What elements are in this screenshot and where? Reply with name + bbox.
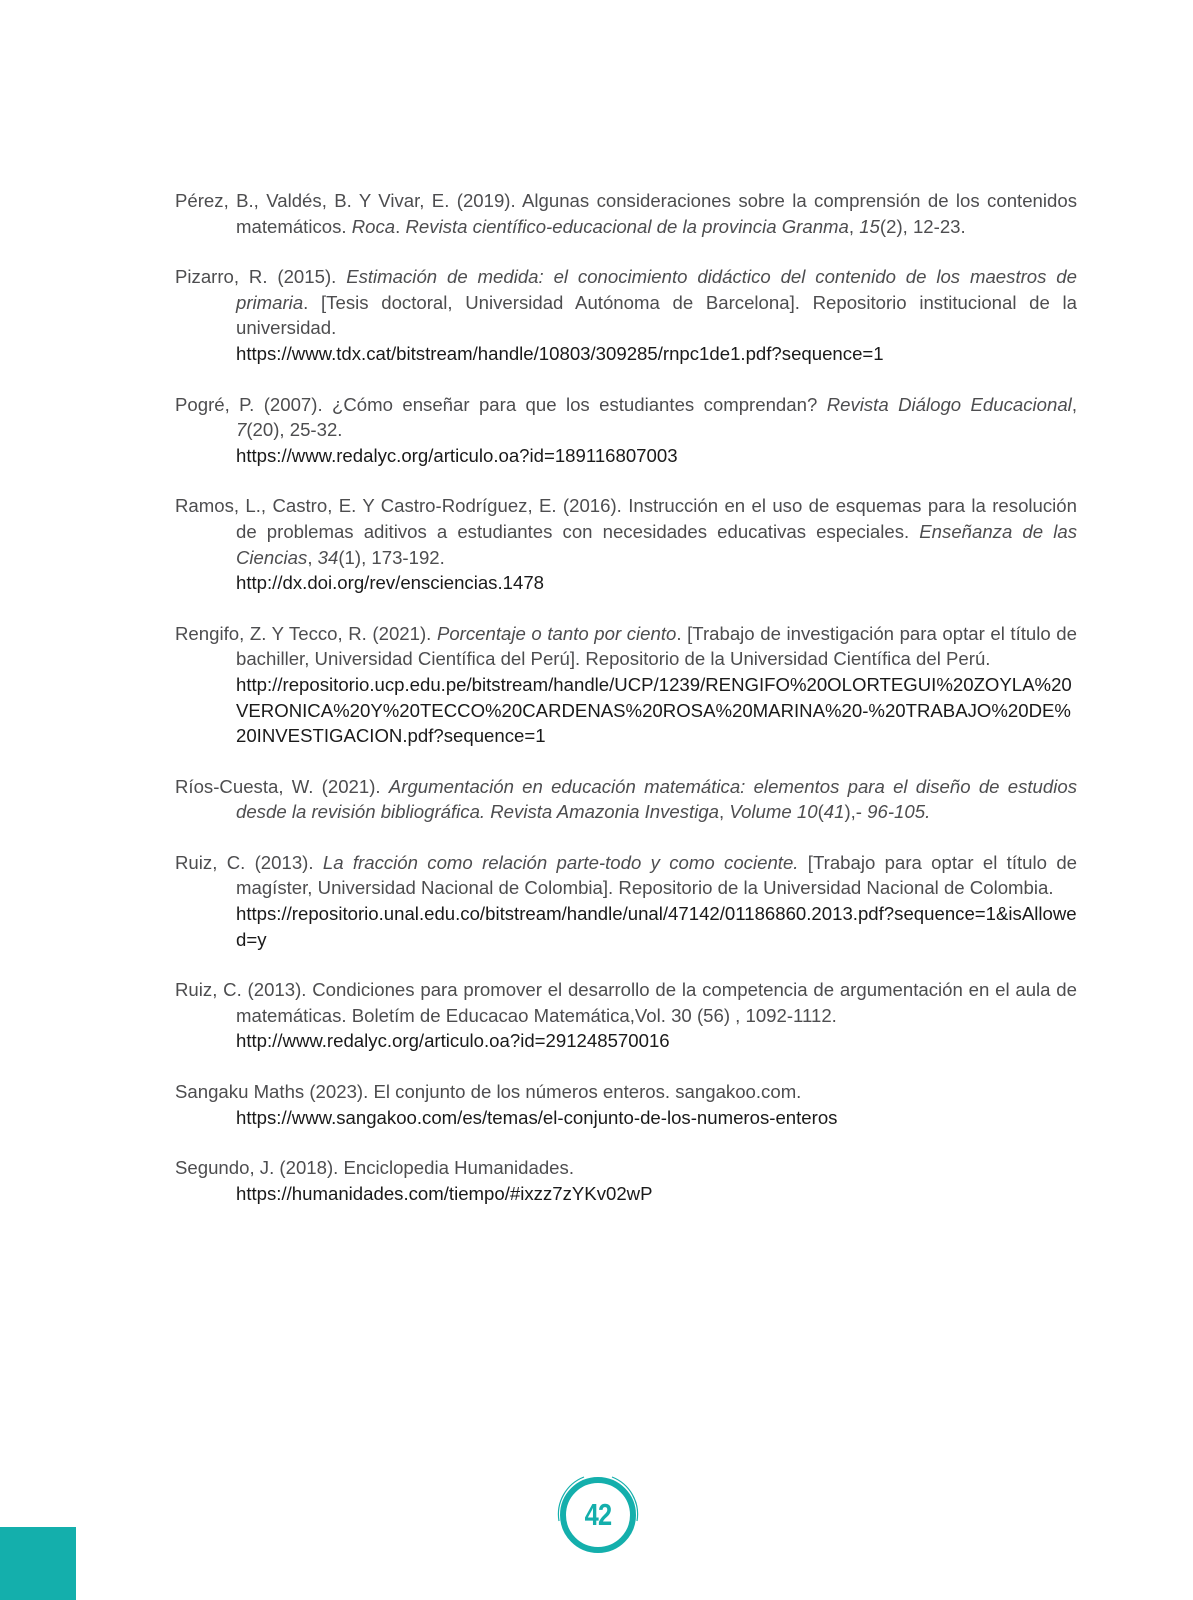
reference-url[interactable]: https://www.redalyc.org/articulo.oa?id=189116807003 xyxy=(236,444,678,466)
reference-pizarro-2015 xyxy=(175,264,1077,366)
reference-italic-text: Enseñanza de las Ciencias xyxy=(236,520,1077,568)
reference-text-run: . [Trabajo de investigación para optar el título de bachiller, Universidad Científica del Perú]. Repositorio de la Universidad Científica del Perú. xyxy=(236,622,1077,670)
reference-italic-text: Revista científico-educacional de la provincia Granma xyxy=(405,215,849,237)
reference-text-run: Pogré, P. (2007). ¿Cómo enseñar para que los estudiantes comprendan? xyxy=(175,393,827,415)
reference-text xyxy=(175,394,1077,441)
reference-text-run: Segundo, J. (2018). Enciclopedia Humanidades. xyxy=(175,1157,574,1179)
reference-text-run: ( xyxy=(817,801,824,823)
reference-url[interactable]: https://www.sangakoo.com/es/temas/el-conjunto-de-los-numeros-enteros xyxy=(236,1106,838,1128)
reference-text-run: , xyxy=(848,215,860,237)
reference-text-run: . [Tesis doctoral, Universidad Autónoma de Barcelona]. Repositorio institucional de la universidad. xyxy=(236,291,1077,339)
reference-text-run: ),- xyxy=(844,801,868,823)
reference-text-run: Ríos-Cuesta, W. (2021). xyxy=(175,775,389,797)
reference-text xyxy=(175,852,1077,899)
reference-url[interactable]: http://dx.doi.org/rev/ensciencias.1478 xyxy=(236,572,545,594)
reference-text-run: Rengifo, Z. Y Tecco, R. (2021). xyxy=(175,622,437,644)
reference-text-run: . xyxy=(395,215,406,237)
reference-italic-text: Roca xyxy=(351,215,396,237)
reference-italic-text: La fracción como relación parte-todo y como cociente. xyxy=(322,851,799,873)
reference-text-run: Pizarro, R. (2015). xyxy=(175,266,347,288)
reference-rios-cuesta-2021 xyxy=(175,774,1077,825)
page-number: 42 xyxy=(584,1497,612,1532)
reference-url[interactable]: https://humanidades.com/tiempo/#ixzz7zYKv02wP xyxy=(236,1182,653,1204)
reference-text-run: Ramos, L., Castro, E. Y Castro-Rodríguez, E. (2016). Instrucción en el uso de esquemas para la resolución de problemas aditivos a estudiantes con necesidades educativas especiales. xyxy=(175,495,1077,542)
reference-ruiz-2013-a xyxy=(175,850,1077,952)
reference-italic-text: Volume 10 xyxy=(729,801,818,823)
reference-text-run: , xyxy=(719,801,730,823)
reference-text xyxy=(175,776,1077,823)
reference-text xyxy=(175,1081,801,1102)
reference-sangaku-2023 xyxy=(175,1079,1077,1130)
reference-italic-text: 41 xyxy=(823,801,845,823)
corner-accent-block xyxy=(0,1527,76,1600)
reference-url[interactable]: https://repositorio.unal.edu.co/bitstream/handle/unal/47142/01186860.2013.pdf?sequence=1&isAllowed=y xyxy=(236,903,1077,950)
reference-text xyxy=(175,623,1077,670)
reference-text-run: Ruiz, C. (2013). Condiciones para promover el desarrollo de la competencia de argumentación en el aula de matemáticas. Boletím de Educacao Matemática,Vol. 30 (56) , 1092-1112. xyxy=(175,979,1077,1026)
reference-italic-text: 96-105. xyxy=(867,801,931,823)
reference-text xyxy=(175,979,1077,1026)
reference-pogre-2007 xyxy=(175,392,1077,469)
reference-text-run: (2), 12-23. xyxy=(879,215,966,237)
reference-text xyxy=(175,1157,574,1178)
reference-italic-text: Estimación de medida: el conocimiento didáctico del contenido de los maestros de primaria xyxy=(236,266,1077,313)
reference-text-run: (1), 173-192. xyxy=(338,546,445,568)
reference-list xyxy=(175,188,1077,1231)
reference-italic-text: Revista Diálogo Educacional xyxy=(826,393,1072,415)
reference-segundo-2018 xyxy=(175,1155,1077,1206)
reference-italic-text: Argumentación en educación matemática: elementos para el diseño de estudios desde la revisión bibliográfica. Revista Amazonia Investiga xyxy=(236,775,1078,823)
reference-text-run: [Trabajo para optar el título de magíster, Universidad Nacional de Colombia]. Repositorio de la Universidad Nacional de Colombia. xyxy=(236,851,1078,899)
reference-url[interactable]: https://www.tdx.cat/bitstream/handle/10803/309285/rnpc1de1.pdf?sequence=1 xyxy=(236,342,884,364)
reference-text-run: , xyxy=(307,546,318,568)
reference-text xyxy=(175,495,1077,567)
reference-text xyxy=(175,266,1077,338)
reference-text-run: Pérez, B., Valdés, B. Y Vivar, E. (2019). Algunas consideraciones sobre la comprensión de los contenidos matemáticos. xyxy=(175,190,1077,237)
reference-italic-text: Porcentaje o tanto por ciento xyxy=(436,622,677,644)
reference-url[interactable]: http://repositorio.ucp.edu.pe/bitstream/handle/UCP/1239/RENGIFO%20OLORTEGUI%20ZOYLA%20VERONICA%20Y%20TECCO%20CARDENAS%20ROSA%20MARINA%20-%20TRABAJO%20DE%20INVESTIGACION.pdf?sequence=1 xyxy=(236,673,1072,747)
reference-italic-text: 34 xyxy=(317,546,339,568)
reference-text xyxy=(175,190,1077,237)
reference-italic-text: 7 xyxy=(236,419,247,441)
reference-text-run: Ruiz, C. (2013). xyxy=(175,851,323,873)
reference-italic-text: 15 xyxy=(859,215,880,237)
page-number-badge xyxy=(554,1471,642,1559)
reference-url[interactable]: http://www.redalyc.org/articulo.oa?id=291248570016 xyxy=(236,1030,670,1052)
reference-text-run: Sangaku Maths (2023). El conjunto de los números enteros. sangakoo.com. xyxy=(175,1081,802,1103)
reference-ramos-2016 xyxy=(175,493,1077,595)
reference-ruiz-2013-b xyxy=(175,977,1077,1054)
reference-perez-2019 xyxy=(175,188,1077,239)
reference-text-run: (20), 25-32. xyxy=(246,419,343,441)
reference-rengifo-2021 xyxy=(175,621,1077,749)
reference-text-run: , xyxy=(1071,393,1077,415)
